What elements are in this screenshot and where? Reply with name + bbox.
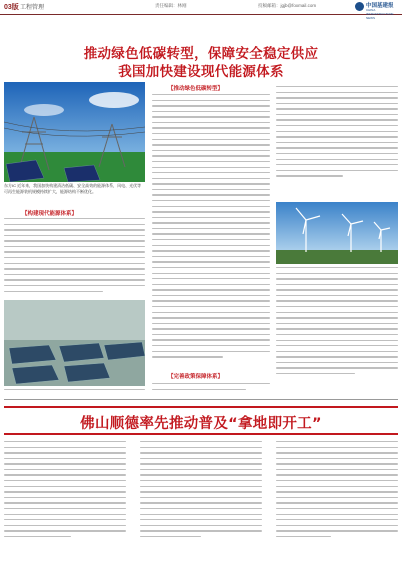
- logo-subtext: CHINA INFRASTRUCTURE NEWS: [366, 8, 394, 20]
- article2-text-col3: [276, 441, 398, 541]
- logo-mark-icon: [355, 2, 364, 11]
- contact-email: 投稿邮箱：jgjb@foxmail.com: [258, 3, 317, 8]
- title-rule-top: [4, 406, 398, 408]
- solar-farm-photo: [4, 300, 145, 386]
- title-rule-bottom: [4, 433, 398, 435]
- photo-caption: 东方IC 近年来，我国加快构建清洁低碳、安全高效的能源体系，风电、光伏等可再生能源装机规模持续扩大，能源结构不断优化。: [4, 183, 142, 194]
- power-line-illustration: [4, 82, 145, 182]
- section-divider: [4, 399, 398, 400]
- wind-turbine-illustration: [276, 202, 398, 264]
- wind-turbine-photo: [276, 202, 398, 264]
- subheading: 【完善政策保障体系】: [168, 374, 224, 380]
- body-text-col1b: [4, 389, 145, 395]
- power-line-photo: [4, 82, 145, 182]
- newspaper-logo: [355, 1, 399, 20]
- body-text-col2b: [152, 383, 270, 394]
- page-number: 03版: [4, 4, 19, 11]
- article-title-line2: 我国加快建设现代能源体系: [118, 64, 284, 80]
- article2-text-col1: [4, 441, 126, 541]
- article2-text-col2: [140, 441, 262, 541]
- subheading: 【构建现代能源体系】: [22, 211, 78, 217]
- page-header: [0, 0, 402, 20]
- body-text-col1: [4, 218, 145, 296]
- subheading: 【推动绿色低碳转型】: [168, 86, 224, 92]
- body-text-col3: [276, 86, 398, 181]
- section-name: 工程管理: [20, 5, 45, 11]
- editor-credit: 责任编辑：林刚: [155, 3, 187, 8]
- article2-title: 佛山顺德率先推动普及“拿地即开工”: [80, 416, 322, 432]
- body-text-col3b: [276, 267, 398, 379]
- body-text-col2: [152, 94, 270, 362]
- solar-farm-illustration: [4, 300, 145, 386]
- logo-text: 中国基建报: [366, 3, 394, 9]
- article-title: 推动绿色低碳转型，保障安全稳定供应: [83, 46, 319, 62]
